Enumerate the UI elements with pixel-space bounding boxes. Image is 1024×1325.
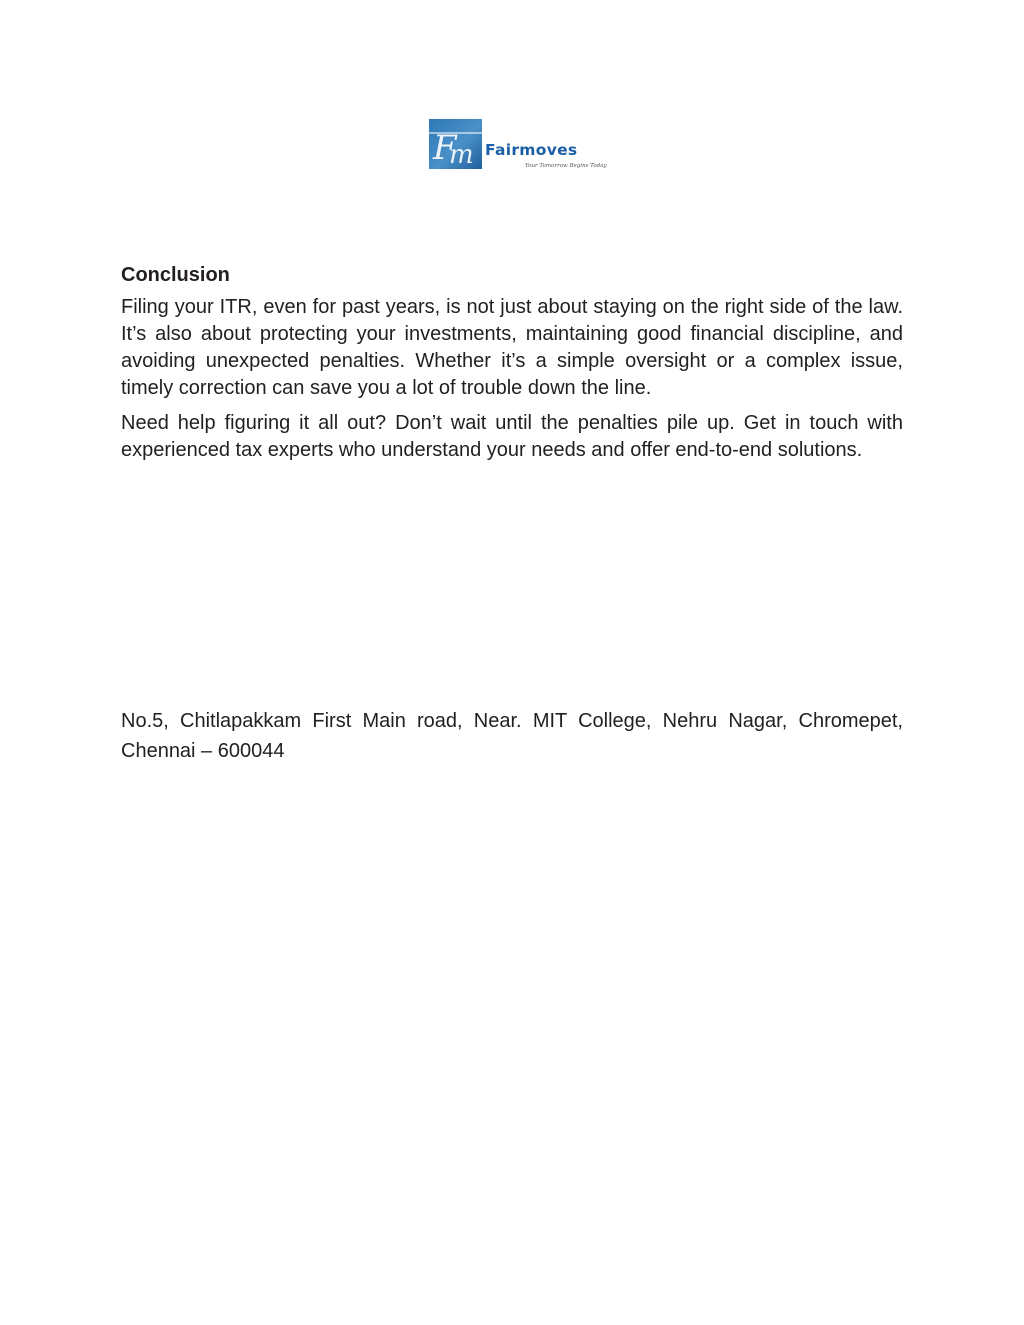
conclusion-heading: Conclusion [121,264,230,286]
fairmoves-logo [429,119,607,171]
svg-text:m: m [449,140,474,169]
conclusion-paragraph-1: Filing your ITR, even for past years, is not just about staying on the right side of the law. It’s also about protecting your investments, maintaining good financial discipline, and avoiding unexpected penalties. Whether it’s a simple oversight or a complex issue, timely correction can save you a lot of trouble down the line. [121,296,903,399]
brand-tagline: Your Tomorrow Begins Today [525,163,607,169]
brand-name: Fairmoves [485,141,578,159]
conclusion-paragraph-2: Need help figuring it all out? Don’t wait until the penalties pile up. Get in touch with experienced tax experts who understand your needs and offer end-to-end solutions. [121,412,903,461]
fm-monogram-icon [429,119,482,169]
conclusion-section [121,262,903,472]
svg-text:F: F [433,128,457,168]
office-address: No.5, Chitlapakkam First Main road, Near. MIT College, Nehru Nagar, Chromepet, Chennai – 600044 [121,710,903,762]
